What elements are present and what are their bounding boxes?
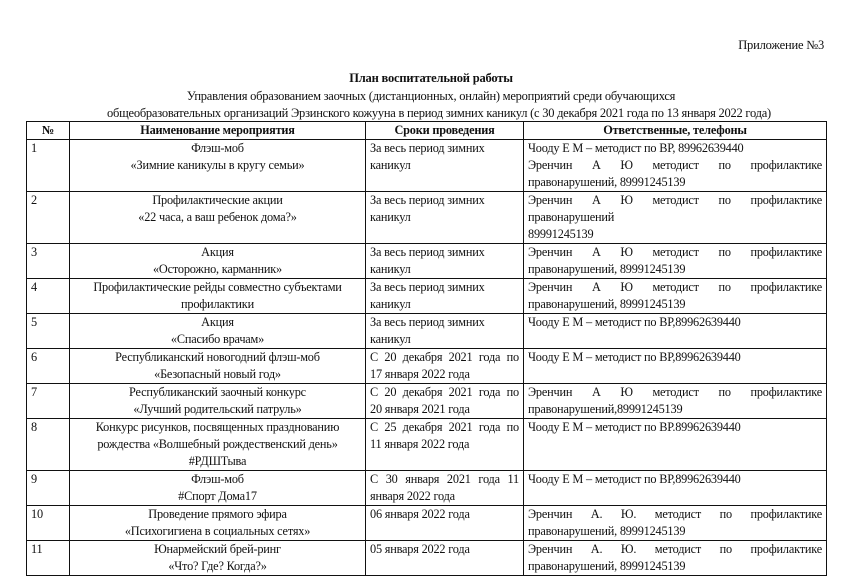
table-row <box>27 192 827 244</box>
responsible-contact <box>524 349 827 384</box>
event-name-line: Акция <box>201 315 234 329</box>
subtitle-line-1: Управления образованием заочных (дистанционных, онлайн) мероприятий среди обучающихся <box>186 89 676 103</box>
responsible-contact-line: правонарушений, 89991245139 <box>528 524 686 538</box>
table-body <box>27 140 827 576</box>
event-dates <box>366 192 524 244</box>
event-name <box>70 244 366 279</box>
event-dates-line: С 20 декабря 2021 года по <box>370 385 519 399</box>
responsible-contact <box>524 279 827 314</box>
event-dates <box>366 506 524 541</box>
event-name <box>70 506 366 541</box>
row-number: 7 <box>27 384 70 419</box>
event-name-line: Флэш-моб <box>191 472 244 486</box>
row-number: 2 <box>27 192 70 244</box>
appendix-label: Приложение №3 <box>738 38 824 52</box>
header-responsible: Ответственные, телефоны <box>524 122 827 140</box>
table-row <box>27 140 827 192</box>
responsible-contact-line: Эренчин А Ю методист по профилактике <box>528 158 822 172</box>
event-dates-line: 11 января 2022 года <box>370 437 470 451</box>
table-row <box>27 471 827 506</box>
subtitle-line-2: общеобразовательных организаций Эрзинского кожууна в период зимних каникул (с 30 декабря 2021 года по 13 января 2022 года) <box>107 106 771 120</box>
event-name <box>70 349 366 384</box>
table-row <box>27 314 827 349</box>
responsible-contact-line: Эренчин А. Ю. методист по профилактике <box>528 507 822 521</box>
responsible-contact-line: Чооду Е М – методист по ВР,89962639440 <box>528 472 741 486</box>
event-dates-line: каникул <box>370 332 411 346</box>
responsible-contact-line: 89991245139 <box>528 227 594 241</box>
event-dates-line: За весь период зимних <box>370 141 485 155</box>
row-number: 3 <box>27 244 70 279</box>
event-name-line: «Что? Где? Когда?» <box>168 559 267 573</box>
event-name <box>70 140 366 192</box>
header-number: № <box>27 122 70 140</box>
event-name-line: «Зимние каникулы в кругу семьи» <box>130 158 305 172</box>
responsible-contact-line: Чооду Е М – методист по ВР.89962639440 <box>528 420 741 434</box>
responsible-contact-line: Чооду Е М – методист по ВР,89962639440 <box>528 350 741 364</box>
event-name-line: Профилактические акции <box>152 193 283 207</box>
event-dates-line: января 2022 года <box>370 489 455 503</box>
row-number: 10 <box>27 506 70 541</box>
event-dates-line: За весь период зимних <box>370 193 485 207</box>
responsible-contact-line: правонарушений, 89991245139 <box>528 559 686 573</box>
event-dates <box>366 314 524 349</box>
header-event-name: Наименование мероприятия <box>70 122 366 140</box>
responsible-contact <box>524 314 827 349</box>
table-row <box>27 541 827 576</box>
event-name <box>70 279 366 314</box>
event-name-line: «Безопасный новый год» <box>154 367 281 381</box>
event-name-line: «Лучший родительский патруль» <box>133 402 302 416</box>
event-name-line: Проведение прямого эфира <box>148 507 287 521</box>
row-number: 9 <box>27 471 70 506</box>
event-dates-line: каникул <box>370 297 411 311</box>
event-name <box>70 471 366 506</box>
responsible-contact <box>524 541 827 576</box>
table-row <box>27 506 827 541</box>
responsible-contact-line: Эренчин А Ю методист по профилактике <box>528 385 822 399</box>
event-dates-line: 06 января 2022 года <box>370 507 470 521</box>
event-dates-line: каникул <box>370 262 411 276</box>
event-dates <box>366 244 524 279</box>
row-number: 6 <box>27 349 70 384</box>
responsible-contact-line: Эренчин А Ю методист по профилактике <box>528 280 822 294</box>
event-name-line: #Спорт Дома17 <box>178 489 257 503</box>
responsible-contact <box>524 506 827 541</box>
event-dates-line: За весь период зимних <box>370 245 485 259</box>
event-dates <box>366 384 524 419</box>
event-name-line: профилактики <box>181 297 254 311</box>
event-name-line: Республиканский заочный конкурс <box>129 385 306 399</box>
event-name-line: Конкурс рисунков, посвященных празднованию <box>95 420 340 434</box>
event-name-line: Флэш-моб <box>191 141 244 155</box>
responsible-contact-line: правонарушений <box>528 210 615 224</box>
event-name-line: «22 часа, а ваш ребенок дома?» <box>138 210 297 224</box>
event-dates-line: С 30 января 2021 года 11 <box>370 472 519 486</box>
responsible-contact-line: Эренчин А Ю методист по профилактике <box>528 245 822 259</box>
event-name <box>70 192 366 244</box>
event-name-line: Акция <box>201 245 234 259</box>
event-dates <box>366 471 524 506</box>
responsible-contact-line: правонарушений,89991245139 <box>528 402 683 416</box>
header-dates: Сроки проведения <box>366 122 524 140</box>
responsible-contact <box>524 244 827 279</box>
responsible-contact-line: правонарушений, 89991245139 <box>528 297 686 311</box>
event-dates-line: 05 января 2022 года <box>370 542 470 556</box>
event-name-line: Юнармейский брей-ринг <box>154 542 281 556</box>
event-dates-line: С 20 декабря 2021 года по <box>370 350 519 364</box>
responsible-contact-line: Чооду Е М – методист по ВР, 89962639440 <box>528 141 744 155</box>
table-row <box>27 349 827 384</box>
event-name-line: «Психогигиена в социальных сетях» <box>124 524 311 538</box>
responsible-contact-line: правонарушений, 89991245139 <box>528 175 686 189</box>
responsible-contact-line: правонарушений, 89991245139 <box>528 262 686 276</box>
event-name <box>70 419 366 471</box>
event-name-line: #РДШТыва <box>188 454 247 468</box>
row-number: 4 <box>27 279 70 314</box>
responsible-contact <box>524 192 827 244</box>
event-dates <box>366 279 524 314</box>
event-name-line: Республиканский новогодний флэш-моб <box>115 350 320 364</box>
event-dates-line: За весь период зимних <box>370 315 485 329</box>
table-header-row <box>27 122 827 140</box>
table-row <box>27 419 827 471</box>
event-name-line: Профилактические рейды совместно субъектами <box>93 280 342 294</box>
event-name-line: «Осторожно, карманник» <box>152 262 283 276</box>
table-row <box>27 384 827 419</box>
event-dates-line: С 25 декабря 2021 года по <box>370 420 519 434</box>
event-dates-line: 17 января 2022 года <box>370 367 470 381</box>
plan-table <box>26 121 827 576</box>
event-dates <box>366 419 524 471</box>
table-row <box>27 244 827 279</box>
event-dates-line: За весь период зимних <box>370 280 485 294</box>
responsible-contact <box>524 384 827 419</box>
row-number: 11 <box>27 541 70 576</box>
table-row <box>27 279 827 314</box>
row-number: 5 <box>27 314 70 349</box>
event-name-line: «Спасибо врачам» <box>170 332 265 346</box>
event-dates-line: каникул <box>370 158 411 172</box>
event-dates <box>366 541 524 576</box>
document-title: План воспитательной работы <box>349 71 513 85</box>
row-number: 1 <box>27 140 70 192</box>
event-name <box>70 541 366 576</box>
event-dates-line: каникул <box>370 210 411 224</box>
responsible-contact-line: Эренчин А Ю методист по профилактике <box>528 193 822 207</box>
responsible-contact-line: Эренчин А. Ю. методист по профилактике <box>528 542 822 556</box>
event-name <box>70 314 366 349</box>
event-dates <box>366 140 524 192</box>
event-dates-line: 20 января 2021 года <box>370 402 470 416</box>
responsible-contact <box>524 140 827 192</box>
responsible-contact-line: Чооду Е М – методист по ВР,89962639440 <box>528 315 741 329</box>
event-name-line: рождества «Волшебный рождественский день» <box>97 437 338 451</box>
row-number: 8 <box>27 419 70 471</box>
responsible-contact <box>524 471 827 506</box>
responsible-contact <box>524 419 827 471</box>
event-name <box>70 384 366 419</box>
event-dates <box>366 349 524 384</box>
